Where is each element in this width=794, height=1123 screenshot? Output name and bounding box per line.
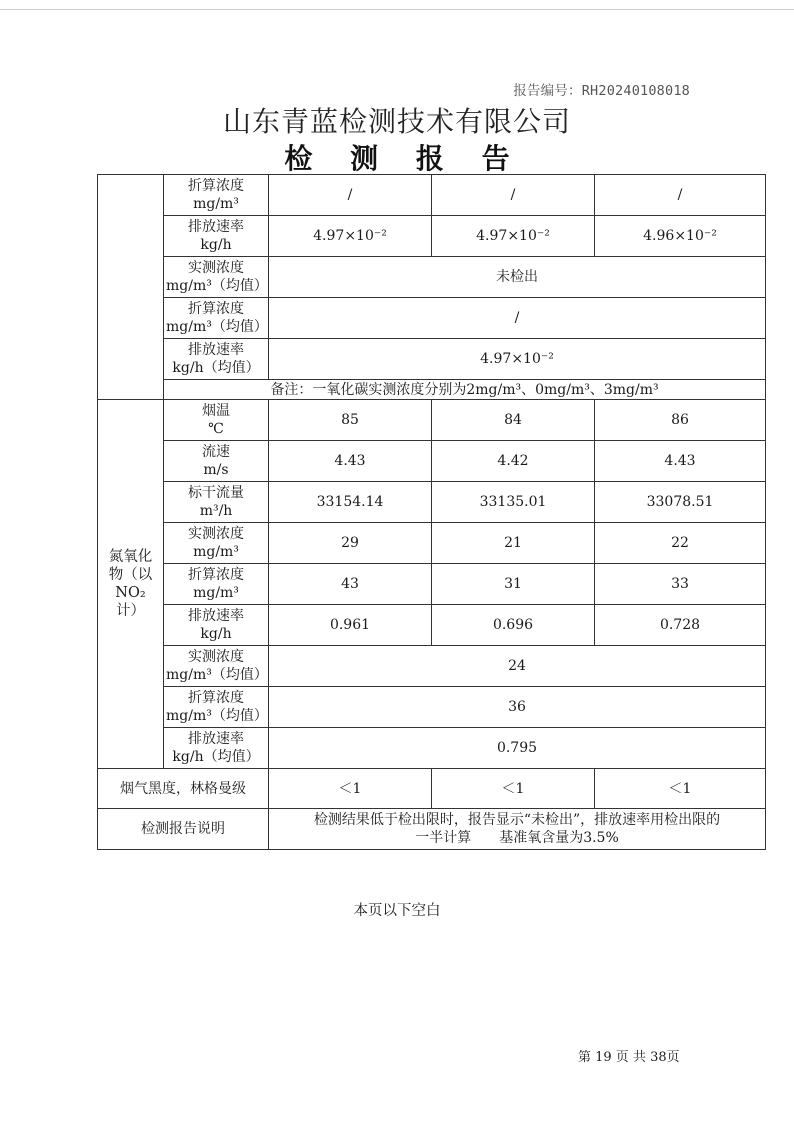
end-of-page-text: 本页以下空白 [353,903,441,919]
explanation-text: 检测结果低于检出限时，报告显示“未检出”，排放速率用检出限的 一半计算 基准氧含量为3.5% [269,809,766,850]
value-cell: / [432,175,595,216]
value-cell: 29 [269,523,432,564]
value-cell: 21 [432,523,595,564]
value-cell: 4.42 [432,441,595,482]
table-row [98,482,766,523]
company-name: 山东青蓝检测技术有限公司 [222,105,571,138]
explanation-row [98,809,766,850]
param-label: 折算浓度 mg/m³ [164,564,269,605]
table-row [98,605,766,646]
value-cell: 86 [595,400,766,441]
table-row [98,441,766,482]
value-cell: 4.97×10⁻² [432,216,595,257]
note-cell: 备注：一氧化碳实测浓度分别为2mg/m³、0mg/m³、3mg/m³ [164,380,766,400]
param-label: 折算浓度 mg/m³ [164,175,269,216]
table-row [98,564,766,605]
smoke-label: 烟气黑度，林格曼级 [98,769,269,809]
param-label: 排放速率 kg/h [164,605,269,646]
value-cell: 31 [432,564,595,605]
param-label: 折算浓度 mg/m³（均值） [164,298,269,339]
value-cell: 4.43 [269,441,432,482]
value-cell: 84 [432,400,595,441]
value-cell: 4.43 [595,441,766,482]
average-value-cell: / [269,298,766,339]
table-row [98,687,766,728]
table-row [98,257,766,298]
param-label: 排放速率 kg/h [164,216,269,257]
param-label: 折算浓度 mg/m³（均值） [164,687,269,728]
value-cell: 0.961 [269,605,432,646]
group-cell-continued [98,175,164,400]
value-cell: 33078.51 [595,482,766,523]
explanation-label: 检测报告说明 [98,809,269,850]
results-table [97,174,766,850]
value-cell: ＜1 [269,769,432,809]
average-value-cell: 24 [269,646,766,687]
table-row [98,175,766,216]
smoke-row [98,769,766,809]
page-number: 第 19 页 共 38页 [578,1050,680,1065]
table-row [98,646,766,687]
value-cell: ＜1 [432,769,595,809]
param-label: 排放速率 kg/h（均值） [164,339,269,380]
value-cell: 4.97×10⁻² [269,216,432,257]
param-label: 流速 m/s [164,441,269,482]
value-cell: ＜1 [595,769,766,809]
note-row [98,380,766,400]
value-cell: 4.96×10⁻² [595,216,766,257]
average-value-cell: 36 [269,687,766,728]
value-cell: 43 [269,564,432,605]
param-label: 实测浓度 mg/m³ [164,523,269,564]
value-cell: 33135.01 [432,482,595,523]
value-cell: 22 [595,523,766,564]
table-row [98,523,766,564]
average-value-cell: 4.97×10⁻² [269,339,766,380]
value-cell: 33154.14 [269,482,432,523]
table-row [98,400,766,441]
value-cell: / [269,175,432,216]
report-number: 报告编号：RH20240108018 [513,83,690,99]
value-cell: 33 [595,564,766,605]
value-cell: 85 [269,400,432,441]
table-row [98,728,766,769]
param-label: 实测浓度 mg/m³（均值） [164,646,269,687]
top-rule [0,9,794,10]
table-row [98,216,766,257]
report-title: 检 测 报 告 [284,142,524,175]
param-label: 排放速率 kg/h（均值） [164,728,269,769]
group-cell-nox: 氮氧化 物（以 NO₂ 计） [98,400,164,769]
average-value-cell: 未检出 [269,257,766,298]
param-label: 实测浓度 mg/m³（均值） [164,257,269,298]
average-value-cell: 0.795 [269,728,766,769]
table-row [98,298,766,339]
value-cell: / [595,175,766,216]
param-label: 标干流量 m³/h [164,482,269,523]
value-cell: 0.728 [595,605,766,646]
table-row [98,339,766,380]
value-cell: 0.696 [432,605,595,646]
param-label: 烟温 ℃ [164,400,269,441]
